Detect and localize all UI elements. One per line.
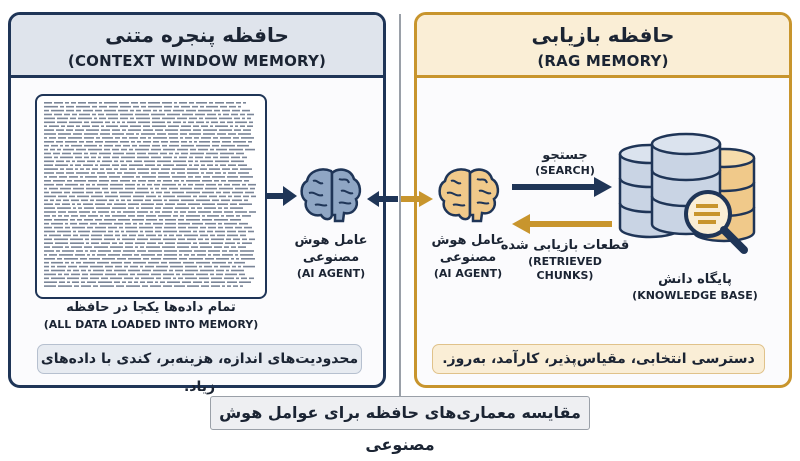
- left-agent-label-fa-1: عامل هوش: [294, 233, 368, 248]
- diagram-caption: مقایسه معماری‌های حافظه برای عوامل هوش مصنوعی: [210, 396, 590, 430]
- chunks-label-fa: قطعات بازیابی شده: [500, 238, 630, 253]
- context-window-limitations-note: محدودیت‌های اندازه، هزینه‌بر، کندی با داده‌های زیاد.: [37, 344, 362, 374]
- knowledge-base-database-icon: [612, 132, 762, 264]
- document-text-lines: [44, 102, 258, 292]
- chunks-label-en: (RETRIEVED CHUNKS): [528, 255, 602, 282]
- doc-caption-fa: تمام داده‌ها یکجا در حافظه: [66, 300, 236, 315]
- rag-memory-title-en: (RAG MEMORY): [537, 52, 669, 70]
- rag-memory-header: [417, 15, 789, 78]
- right-agent-label-fa-1: عامل هوش: [431, 233, 505, 248]
- full-document-icon: [35, 94, 267, 299]
- left-agent-label-en: (AI AGENT): [296, 267, 366, 280]
- rag-agent-brain-icon: [437, 165, 501, 225]
- retrieved-chunks-arrow-icon: [512, 214, 612, 234]
- load-arrow-icon: [265, 186, 297, 206]
- search-label-fa: جستجو: [542, 148, 588, 163]
- right-agent-label-en: (AI AGENT): [433, 267, 503, 280]
- right-pointing-arrow-icon: [419, 191, 433, 207]
- rag-benefits-note: دسترسی انتخابی، مقیاس‌پذیر، کارآمد، به‌روز.: [432, 344, 765, 374]
- rag-memory-title-fa: حافظه بازیابی: [531, 23, 675, 47]
- ai-agent-brain-icon: [299, 165, 363, 225]
- left-pointing-arrow-icon: [367, 191, 379, 207]
- context-window-title-fa: حافظه پنجره متنی: [105, 23, 289, 47]
- kb-label-en: (KNOWLEDGE BASE): [632, 289, 758, 302]
- search-label-en: (SEARCH): [535, 164, 595, 177]
- left-agent-label-fa-2: مصنوعی: [302, 250, 360, 265]
- context-window-title-en: (CONTEXT WINDOW MEMORY): [67, 52, 327, 70]
- kb-label-fa: پایگاه دانش: [658, 272, 732, 287]
- context-window-header: [11, 15, 383, 78]
- center-exchange-arrows: [367, 190, 433, 208]
- right-agent-label-fa-2: مصنوعی: [439, 250, 497, 265]
- doc-caption-en: (ALL DATA LOADED INTO MEMORY): [43, 318, 259, 331]
- search-arrow-icon: [512, 177, 612, 197]
